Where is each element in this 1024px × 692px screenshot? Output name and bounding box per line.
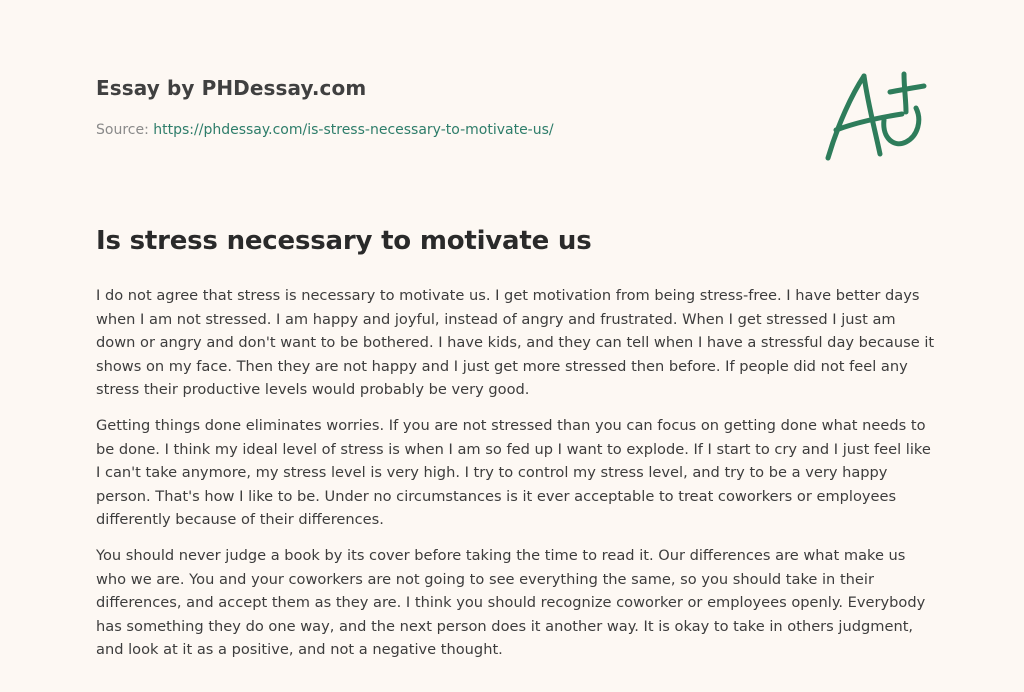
a-plus-logo [818,64,930,168]
site-brand: Essay by PHDessay.com [96,76,367,100]
source-line [96,122,816,138]
source-link[interactable]: https://phdessay.com/is-stress-necessary-to-motivate-us/ [153,122,554,138]
essay-paragraph: Getting things done eliminates worries. If you are not stressed than you can focus on getting done what needs to be done. I think my ideal level of stress is when I am so fed up I want to explode. If I start to cry and I just feel like I can't take anymore, my stress level is very high. I try to control my stress level, and try to be a very happy person. That's how I like to be. Under no circumstances is it ever acceptable to treat coworkers or employees differently because of their differences. [96,416,931,529]
essay-paragraph: I do not agree that stress is necessary to motivate us. I get motivation from being stress-free. I have better days when I am not stressed. I am happy and joyful, instead of angry and frustrated. When I get stressed I just am down or angry and don't want to be bothered. I have kids, and they can tell when I have a stressful day because it shows on my face. Then they are not happy and I just get more stressed then before. If people did not feel any stress their productive levels would probably be very good. [96,287,935,399]
page-header [96,76,816,138]
essay-paragraph: You should never judge a book by its cover before taking the time to read it. Our differences are what make us who we are. You and your coworkers are not going to see everything the same, so you should take in their differences, and accept them as they are. I think you should recognize coworker or employees openly. Everybody has something they do one way, and the next person does it another way. It is okay to take in others judgment, and look at it as a positive, and not a negative thought. [96,546,926,659]
source-label: Source: [96,122,149,138]
essay-body [96,284,936,674]
essay-title: Is stress necessary to motivate us [96,226,592,256]
